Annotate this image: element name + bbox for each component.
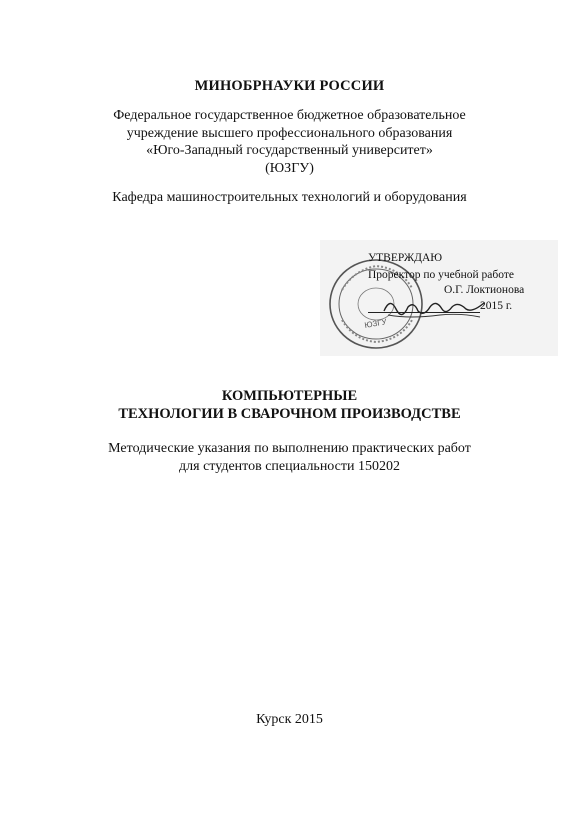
city-year: Курск 2015 (256, 712, 323, 727)
institution-line: учреждение высшего профессионального образования (126, 125, 453, 141)
approval-title: УТВЕРЖДАЮ (368, 252, 443, 264)
institution-block (0, 107, 579, 177)
institution-line: «Юго-Западный государственный университет» (146, 143, 433, 158)
department-name: Кафедра машиностроительных технологий и оборудования (112, 190, 467, 205)
title-line: КОМПЬЮТЕРНЫЕ (221, 388, 358, 404)
title-line: ТЕХНОЛОГИИ В СВАРОЧНОМ ПРОИЗВОДСТВЕ (118, 405, 461, 422)
approver-name: О.Г. Локтионова (444, 284, 525, 296)
approval-year: 2015 г. (480, 300, 513, 312)
subtitle-line: Методические указания по выполнению практических работ (108, 441, 471, 456)
ministry-heading: МИНОБРНАУКИ РОССИИ (194, 78, 385, 94)
subtitle-line: для студентов специальности 150202 (179, 458, 400, 474)
handwritten-signature (380, 285, 490, 325)
document-title (0, 388, 579, 423)
stamp-text: ЮЗГУ (363, 317, 388, 330)
institution-line: Федеральное государственное бюджетное образовательное (113, 108, 466, 123)
approval-stamp-block (320, 240, 558, 356)
institution-line: (ЮЗГУ) (265, 160, 314, 176)
document-subtitle (0, 440, 579, 475)
approver-position: Проректор по учебной работе (368, 269, 514, 281)
